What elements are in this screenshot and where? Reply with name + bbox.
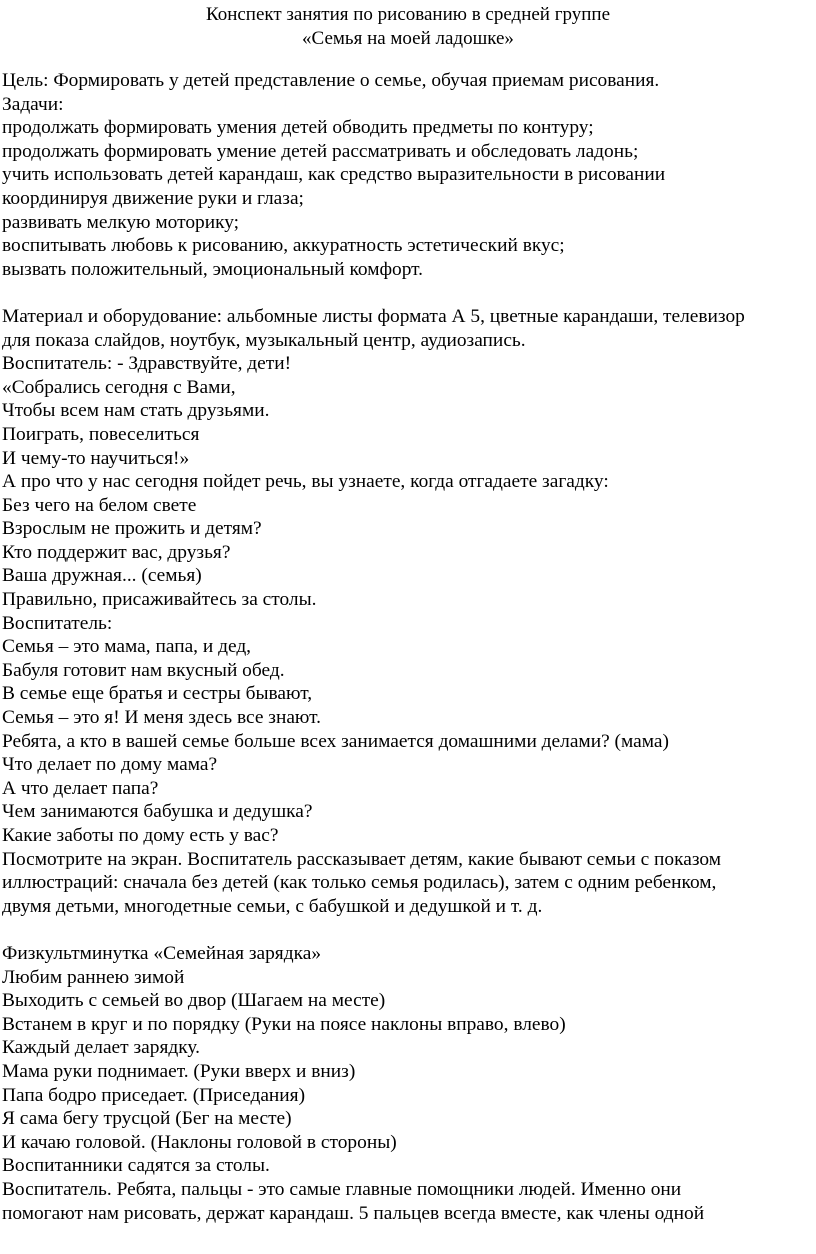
lesson-line: Посмотрите на экран. Воспитатель рассказывает детям, какие бывают семьи с показом [2, 848, 721, 870]
lesson-line: Семья – это мама, папа, и дед, [2, 636, 252, 658]
lesson-line: И чему-то научиться!» [2, 447, 190, 469]
document-body [2, 69, 814, 1225]
exercise-section [2, 942, 814, 1225]
task-line: воспитывать любовь к рисованию, аккуратность эстетический вкус; [2, 235, 565, 257]
exercise-line: Любим раннею зимой [2, 966, 185, 988]
lesson-line: двумя детьми, многодетные семьи, с бабушкой и дедушкой и т. д. [2, 895, 543, 917]
title-line-1: Конспект занятия по рисованию в средней группе [205, 4, 611, 25]
exercise-line: Воспитанники садятся за столы. [2, 1155, 270, 1177]
lesson-line: Чем занимаются бабушка и дедушка? [2, 801, 313, 823]
lesson-line: Ваша дружная... (семья) [2, 565, 202, 587]
lesson-line: Поиграть, повеселиться [2, 423, 200, 445]
paragraph-gap [2, 281, 814, 305]
task-line: координируя движение руки и глаза; [2, 187, 304, 209]
exercise-line: Физкультминутка «Семейная зарядка» [2, 942, 322, 964]
task-line: вызвать положительный, эмоциональный комфорт. [2, 258, 424, 280]
tasks-label: Задачи: [2, 93, 64, 115]
lesson-line: А про что у нас сегодня пойдет речь, вы узнаете, когда отгадаете загадку: [2, 471, 609, 493]
task-line: продолжать формировать умение детей рассматривать и обследовать ладонь; [2, 140, 639, 162]
lesson-line: Что делает по дому мама? [2, 754, 218, 776]
task-line: учить использовать детей карандаш, как средство выразительности в рисовании [2, 164, 666, 186]
exercise-line: помогают нам рисовать, держат карандаш. 5 пальцев всегда вместе, как члены одной [2, 1202, 705, 1224]
lesson-line: Воспитатель: [2, 612, 113, 634]
title-line-2: «Семья на моей ладошке» [302, 27, 514, 49]
lesson-line: Без чего на белом свете [2, 494, 197, 516]
paragraph-gap [2, 918, 814, 942]
exercise-line: И качаю головой. (Наклоны головой в стороны) [2, 1131, 397, 1153]
lesson-line: Взрослым не прожить и детям? [2, 518, 262, 540]
exercise-line: Выходить с семьей во двор (Шагаем на месте) [2, 990, 386, 1012]
lesson-line: Семья – это я! И меня здесь все знают. [2, 707, 322, 729]
lesson-line: Воспитатель: - Здравствуйте, дети! [2, 353, 292, 375]
lesson-line: Правильно, присаживайтесь за столы. [2, 589, 317, 611]
lesson-line: Чтобы всем нам стать друзьями. [2, 400, 270, 422]
lesson-line: В семье еще братья и сестры бывают, [2, 683, 313, 705]
lesson-line: «Собрались сегодня с Вами, [2, 376, 236, 398]
lesson-line: Какие заботы по дому есть у вас? [2, 825, 279, 846]
document-title [0, 3, 816, 50]
task-line: развивать мелкую моторику; [2, 211, 240, 233]
lesson-line: иллюстраций: сначала без детей (как только семья родилась), затем с одним ребенком, [2, 872, 717, 894]
lesson-section [2, 305, 814, 918]
lesson-line: Ребята, а кто в вашей семье больше всех занимается домашними делами? (мама) [2, 730, 669, 752]
lesson-line: для показа слайдов, ноутбук, музыкальный центр, аудиозапись. [2, 329, 526, 351]
exercise-line: Встанем в круг и по порядку (Руки на поясе наклоны вправо, влево) [2, 1013, 566, 1035]
lesson-line: А что делает папа? [2, 777, 159, 799]
exercise-line: Я сама бегу трусцой (Бег на месте) [2, 1108, 292, 1130]
exercise-line: Мама руки поднимает. (Руки вверх и вниз) [2, 1060, 356, 1082]
goal-line: Цель: Формировать у детей представление о семье, обучая приемам рисования. [2, 70, 660, 91]
lesson-line: Материал и оборудование: альбомные листы формата А 5, цветные карандаши, телевизор [2, 305, 745, 327]
exercise-line: Папа бодро приседает. (Приседания) [2, 1084, 306, 1106]
exercise-line: Каждый делает зарядку. [2, 1037, 200, 1059]
task-line: продолжать формировать умения детей обводить предметы по контуру; [2, 117, 594, 139]
exercise-line: Воспитатель. Ребята, пальцы - это самые главные помощники людей. Именно они [2, 1178, 682, 1200]
goals-section [2, 69, 814, 281]
lesson-line: Кто поддержит вас, друзья? [2, 541, 231, 563]
lesson-line: Бабуля готовит нам вкусный обед. [2, 659, 285, 681]
